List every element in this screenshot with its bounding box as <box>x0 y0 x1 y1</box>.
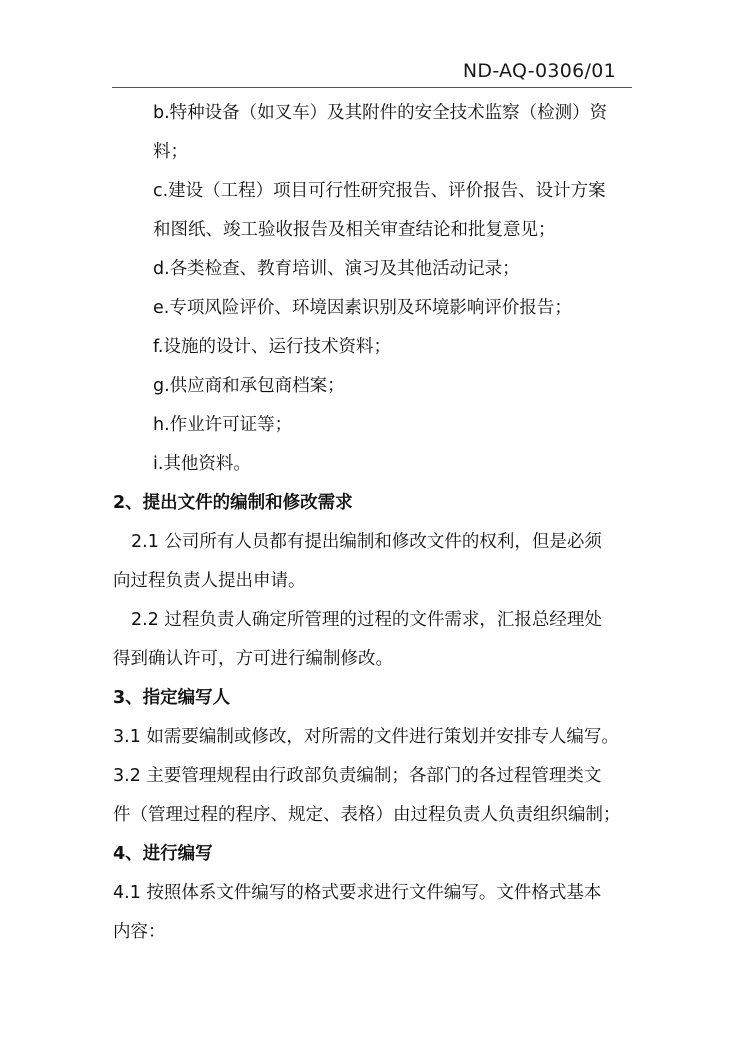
section-heading: 3、指定编写人 <box>113 688 231 708</box>
section-heading: 2、提出文件的编制和修改需求 <box>113 493 353 513</box>
list-item: c.建设（工程）项目可行性研究报告、评价报告、设计方案 <box>153 181 606 201</box>
header-divider <box>112 87 632 88</box>
list-item: d.各类检查、教育培训、演习及其他活动记录； <box>153 259 520 279</box>
paragraph-line: 2.1 公司所有人员都有提出编制和修改文件的权利，但是必须 <box>131 532 602 552</box>
section-heading: 4、进行编写 <box>113 844 213 864</box>
paragraph-line: 3.2 主要管理规程由行政部负责编制；各部门的各过程管理类文 <box>113 766 602 786</box>
list-item: h.作业许可证等； <box>153 415 293 435</box>
list-item: 料； <box>153 142 188 162</box>
paragraph-line: 内容： <box>113 922 166 942</box>
list-item: f.设施的设计、运行技术资料； <box>153 337 391 357</box>
list-item: g.供应商和承包商档案； <box>153 376 345 396</box>
document-body <box>113 95 635 953</box>
paragraph-line: 4.1 按照体系文件编写的格式要求进行文件编写。文件格式基本 <box>113 883 602 903</box>
paragraph-line: 得到确认许可，方可进行编制修改。 <box>113 649 393 669</box>
list-item: 和图纸、竣工验收报告及相关审查结论和批复意见； <box>153 220 556 240</box>
paragraph-line: 件（管理过程的程序、规定、表格）由过程负责人负责组织编制； <box>113 805 621 825</box>
list-item: b.特种设备（如叉车）及其附件的安全技术监察（检测）资 <box>153 103 608 123</box>
document-code: ND-AQ-0306/01 <box>462 60 616 82</box>
list-item: e.专项风险评价、环境因素识别及环境影响评价报告； <box>153 298 572 318</box>
paragraph-line: 3.1 如需要编制或修改，对所需的文件进行策划并安排专人编写。 <box>113 727 619 747</box>
list-item: i.其他资料。 <box>153 454 251 474</box>
paragraph-line: 向过程负责人提出申请。 <box>113 571 306 591</box>
paragraph-line: 2.2 过程负责人确定所管理的过程的文件需求，汇报总经理处 <box>131 610 602 630</box>
